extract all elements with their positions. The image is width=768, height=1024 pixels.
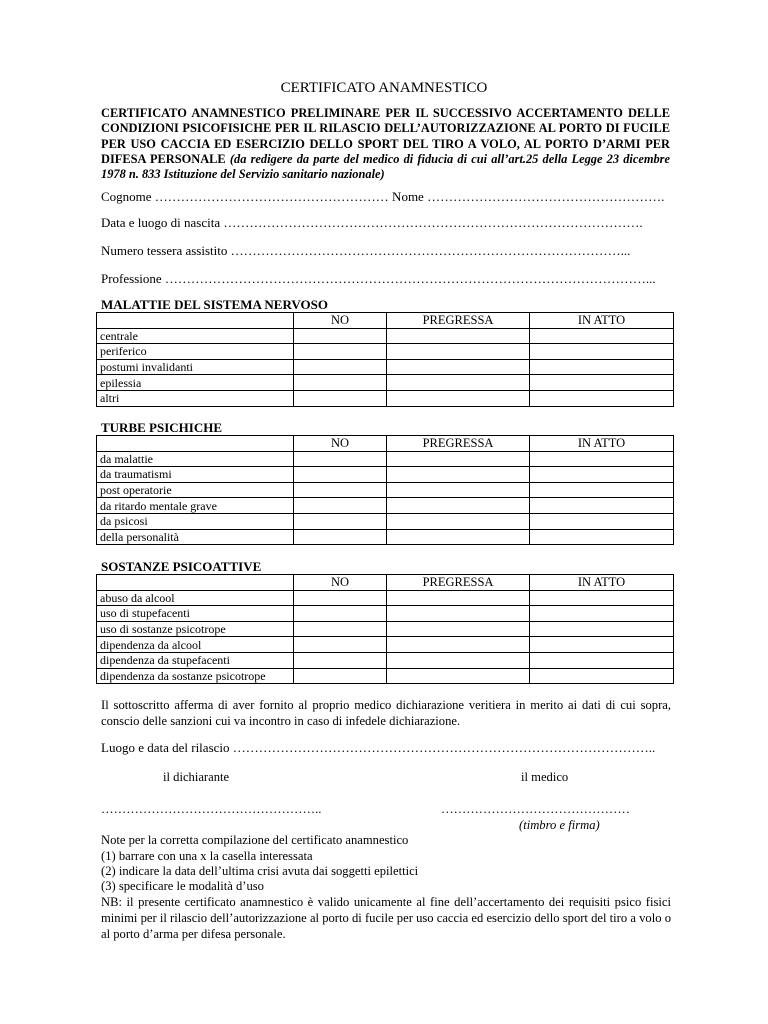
checkbox-in-atto[interactable] [530, 668, 674, 684]
table-row [97, 668, 674, 684]
header-in-atto: IN ATTO [530, 436, 674, 452]
row-label: dipendenza da alcool [97, 637, 294, 653]
row-label: altri [97, 390, 294, 406]
checkbox-in-atto[interactable] [530, 652, 674, 668]
row-label: post operatorie [97, 482, 294, 498]
row-label: uso di sostanze psicotrope [97, 621, 294, 637]
checkbox-in-atto[interactable] [530, 637, 674, 653]
checkbox-no[interactable] [294, 621, 387, 637]
table-row [97, 482, 674, 498]
checkbox-pregressa[interactable] [387, 529, 530, 545]
data-luogo-nascita-field[interactable]: Data e luogo di nascita ……………………………………………………………………………………. [101, 215, 643, 230]
luogo-data-rilascio-field[interactable]: Luogo e data del rilascio …………………………………………………………………………………….. [101, 740, 656, 755]
table-row [97, 498, 674, 514]
checkbox-no[interactable] [294, 328, 387, 344]
header-in-atto: IN ATTO [530, 575, 674, 591]
checkbox-in-atto[interactable] [530, 513, 674, 529]
table-row [97, 451, 674, 467]
row-label: postumi invalidanti [97, 359, 294, 375]
intro-paragraph [101, 106, 670, 182]
checkbox-no[interactable] [294, 513, 387, 529]
table-row [97, 621, 674, 637]
professione-field[interactable]: Professione …………………………………………………………………………………………………... [101, 271, 656, 286]
table-row [97, 359, 674, 375]
table-header-row [97, 313, 674, 329]
medico-label: il medico [521, 770, 569, 784]
header-no: NO [294, 313, 387, 329]
checkbox-no[interactable] [294, 668, 387, 684]
checkbox-pregressa[interactable] [387, 590, 530, 606]
checkbox-pregressa[interactable] [387, 652, 530, 668]
row-label: della personalità [97, 529, 294, 545]
intro-bold-text: CERTIFICATO ANAMNESTICO PRELIMINARE PER IL SUCCESSIVO ACCERTAMENTO DELLE CONDIZIONI PSICOFISICHE PER IL RILASCIO DELL’AUTORIZZAZIONE AL PORTO DI FUCILE PER USO CACCIA ED ESERCIZIO DELLO SPORT DEL TIRO A VOLO, AL PORTO D’ARMI PER DIFESA PERSONALE [101, 106, 670, 166]
checkbox-no[interactable] [294, 451, 387, 467]
checkbox-pregressa[interactable] [387, 359, 530, 375]
checkbox-in-atto[interactable] [530, 344, 674, 360]
dichiarante-signature-line[interactable]: …………………………………………….. [101, 802, 322, 816]
table-sistema-nervoso [96, 312, 674, 407]
checkbox-no[interactable] [294, 652, 387, 668]
checkbox-pregressa[interactable] [387, 513, 530, 529]
table-row [97, 375, 674, 391]
checkbox-no[interactable] [294, 390, 387, 406]
checkbox-pregressa[interactable] [387, 390, 530, 406]
checkbox-no[interactable] [294, 375, 387, 391]
checkbox-in-atto[interactable] [530, 590, 674, 606]
checkbox-pregressa[interactable] [387, 621, 530, 637]
note-item: (3) specificare le modalità d’uso [101, 879, 264, 893]
table-row [97, 590, 674, 606]
checkbox-pregressa[interactable] [387, 482, 530, 498]
checkbox-pregressa[interactable] [387, 467, 530, 483]
nb-paragraph: NB: il presente certificato anamnestico è valido unicamente al fine dell’accertamento dei requisiti psico fisici minimi per il rilascio dell’autorizzazione al porto di fucile per uso caccia ed esercizio dello sport del tiro a volo o al porto d’arma per difesa personale. [101, 895, 671, 941]
tessera-field[interactable]: Numero tessera assistito ………………………………………………………………………………... [101, 243, 631, 258]
checkbox-pregressa[interactable] [387, 668, 530, 684]
checkbox-in-atto[interactable] [530, 529, 674, 545]
checkbox-in-atto[interactable] [530, 390, 674, 406]
table-header-row [97, 575, 674, 591]
intro-italic-text: (da redigere da parte del medico di fiducia di cui all’art.25 della Legge 23 dicembre 1978 n. 833 Istituzione del Servizio sanitario nazionale) [101, 151, 671, 182]
table-row [97, 328, 674, 344]
table-row [97, 637, 674, 653]
checkbox-pregressa[interactable] [387, 637, 530, 653]
header-pregressa: PREGRESSA [387, 313, 530, 329]
checkbox-pregressa[interactable] [387, 344, 530, 360]
note-item: (2) indicare la data dell’ultima crisi avuta dai soggetti epilettici [101, 864, 419, 878]
checkbox-in-atto[interactable] [530, 451, 674, 467]
row-label: da psicosi [97, 513, 294, 529]
checkbox-no[interactable] [294, 344, 387, 360]
section-title-sostanze-psicoattive: SOSTANZE PSICOATTIVE [101, 559, 262, 574]
checkbox-in-atto[interactable] [530, 328, 674, 344]
checkbox-no[interactable] [294, 637, 387, 653]
checkbox-no[interactable] [294, 359, 387, 375]
checkbox-no[interactable] [294, 482, 387, 498]
checkbox-no[interactable] [294, 467, 387, 483]
cognome-nome-field[interactable]: Cognome ……………………………………………… Nome ………………………………………………. [101, 189, 665, 204]
timbro-firma-label: (timbro e firma) [519, 818, 600, 832]
checkbox-in-atto[interactable] [530, 375, 674, 391]
header-no: NO [294, 575, 387, 591]
row-label: dipendenza da sostanze psicotrope [97, 668, 294, 684]
checkbox-in-atto[interactable] [530, 359, 674, 375]
row-label: periferico [97, 344, 294, 360]
note-item: (1) barrare con una x la casella interessata [101, 849, 313, 863]
header-pregressa: PREGRESSA [387, 436, 530, 452]
table-row [97, 652, 674, 668]
table-sostanze-psicoattive [96, 574, 674, 684]
table-row [97, 529, 674, 545]
checkbox-no[interactable] [294, 498, 387, 514]
table-row [97, 344, 674, 360]
row-label: da ritardo mentale grave [97, 498, 294, 514]
table-row [97, 513, 674, 529]
row-label: abuso da alcool [97, 590, 294, 606]
table-header-row [97, 436, 674, 452]
header-empty-cell [97, 436, 294, 452]
checkbox-pregressa[interactable] [387, 498, 530, 514]
checkbox-pregressa[interactable] [387, 606, 530, 622]
row-label: dipendenza da stupefacenti [97, 652, 294, 668]
table-row [97, 467, 674, 483]
checkbox-in-atto[interactable] [530, 606, 674, 622]
notes-heading: Note per la corretta compilazione del certificato anamnestico [101, 833, 409, 847]
declaration-text: Il sottoscritto afferma di aver fornito al proprio medico dichiarazione veritiera in merito ai dati di cui sopra, conscio delle sanzioni cui va incontro in caso di infedele dichiarazione. [101, 698, 671, 728]
document-title: CERTIFICATO ANAMNESTICO [280, 80, 488, 96]
header-empty-cell [97, 575, 294, 591]
medico-signature-line[interactable]: ……………………………………… [441, 802, 630, 816]
row-label: epilessia [97, 375, 294, 391]
checkbox-pregressa[interactable] [387, 375, 530, 391]
row-label: centrale [97, 328, 294, 344]
dichiarante-label: il dichiarante [163, 770, 230, 784]
checkbox-pregressa[interactable] [387, 328, 530, 344]
header-empty-cell [97, 313, 294, 329]
row-label: uso di stupefacenti [97, 606, 294, 622]
row-label: da traumatismi [97, 467, 294, 483]
header-pregressa: PREGRESSA [387, 575, 530, 591]
checkbox-no[interactable] [294, 590, 387, 606]
checkbox-no[interactable] [294, 606, 387, 622]
header-no: NO [294, 436, 387, 452]
checkbox-in-atto[interactable] [530, 621, 674, 637]
checkbox-in-atto[interactable] [530, 467, 674, 483]
checkbox-no[interactable] [294, 529, 387, 545]
section-title-sistema-nervoso: MALATTIE DEL SISTEMA NERVOSO [101, 297, 328, 312]
checkbox-in-atto[interactable] [530, 482, 674, 498]
table-row [97, 390, 674, 406]
header-in-atto: IN ATTO [530, 313, 674, 329]
checkbox-in-atto[interactable] [530, 498, 674, 514]
section-title-turbe-psichiche: TURBE PSICHICHE [101, 420, 222, 435]
table-turbe-psichiche [96, 435, 674, 545]
row-label: da malattie [97, 451, 294, 467]
checkbox-pregressa[interactable] [387, 451, 530, 467]
table-row [97, 606, 674, 622]
